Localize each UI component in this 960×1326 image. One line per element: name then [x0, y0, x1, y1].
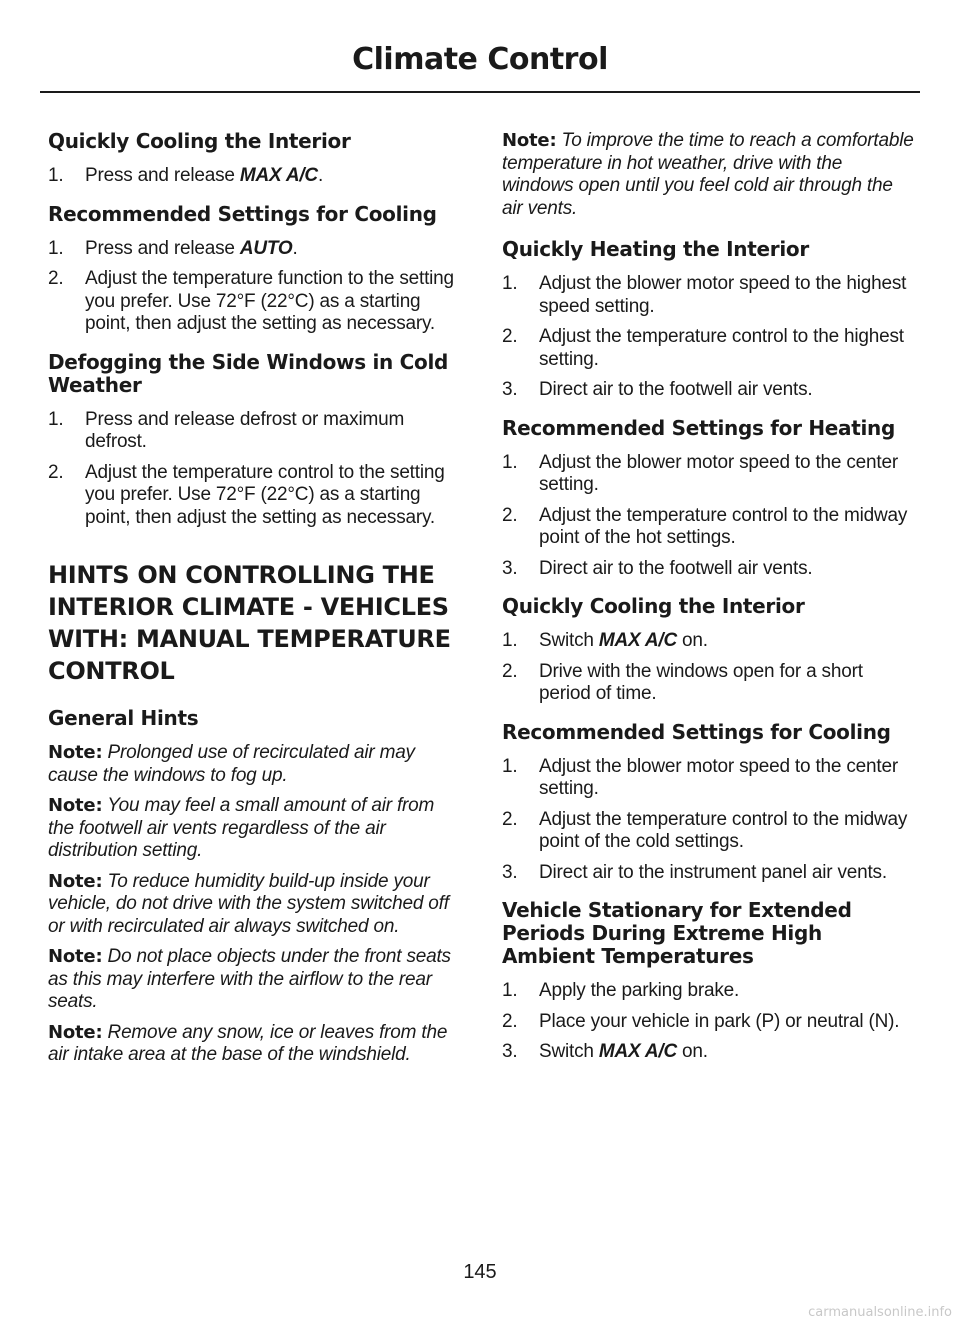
note-text: Prolonged use of recirculated air may cause the windows to fog up. — [48, 742, 415, 786]
note-text: To improve the time to reach a comfortable temperature in hot weather, drive with the windows open until you feel cold air through the air vents. — [502, 130, 914, 219]
list-item — [48, 462, 463, 530]
step-text: Direct air to the footwell air vents. — [539, 379, 813, 400]
step-number: 1. — [502, 630, 518, 651]
watermark: carmanualsonline.info — [808, 1305, 952, 1320]
list-item — [502, 661, 917, 706]
step-number: 1. — [48, 237, 64, 259]
steps-list — [48, 165, 463, 188]
step-number: 1. — [502, 451, 518, 473]
step-number: 3. — [502, 1041, 518, 1062]
list-item — [502, 452, 917, 497]
list-item — [502, 1041, 917, 1064]
step-text: Adjust the temperature control to the midway point of the cold settings. — [539, 808, 908, 852]
list-item — [48, 409, 463, 454]
steps-list — [502, 980, 917, 1064]
section-heading: Recommended Settings for Heating — [502, 415, 896, 440]
button-keyword: MAX A/C — [598, 1041, 677, 1062]
list-item — [502, 326, 917, 371]
step-number: 1. — [48, 408, 64, 430]
note-label: Note: — [48, 1021, 103, 1043]
section-heading: Quickly Heating the Interior — [502, 237, 809, 261]
list-item — [502, 980, 917, 1003]
step-number: 1. — [502, 980, 518, 1001]
step-text: Direct air to the footwell air vents. — [539, 557, 813, 579]
list-item — [502, 505, 917, 550]
step-number: 1. — [48, 165, 64, 186]
step-number: 3. — [502, 379, 518, 400]
section-heading: General Hints — [48, 706, 199, 730]
step-text: Drive with the windows open for a short period of time. — [539, 660, 863, 704]
step-number: 2. — [48, 461, 64, 483]
step-text: Adjust the temperature control to the setting you prefer. Use 72°F (22°C) as a starting point, then adjust the setting as necessary. — [85, 461, 445, 528]
page-header-title: Climate Control — [352, 42, 608, 77]
step-tail: . — [292, 237, 298, 259]
left-column — [48, 130, 463, 1075]
step-text: Press and release — [85, 237, 240, 259]
note — [48, 1022, 463, 1067]
step-text: Adjust the blower motor speed to the center setting. — [539, 451, 898, 495]
section-heading: Recommended Settings for Cooling — [502, 719, 891, 744]
step-number: 2. — [502, 1010, 518, 1032]
list-item — [502, 630, 917, 653]
note-text: Remove any snow, ice or leaves from the air intake area at the base of the windshield. — [48, 1021, 448, 1065]
step-number: 2. — [502, 808, 518, 830]
steps-list — [48, 238, 463, 336]
step-text: Adjust the blower motor speed to the center setting. — [539, 755, 898, 799]
note-text: You may feel a small amount of air from the footwell air vents regardless of the air distribution setting. — [48, 795, 435, 861]
note — [48, 795, 463, 863]
note-label: Note: — [48, 870, 103, 892]
list-item — [502, 809, 917, 854]
section-heading: Quickly Cooling the Interior — [48, 129, 351, 153]
step-number: 1. — [502, 755, 518, 777]
note — [48, 742, 463, 787]
step-text: Direct air to the instrument panel air vents. — [539, 861, 887, 883]
section-heading: Defogging the Side Windows in Cold Weather — [48, 349, 449, 397]
step-text: Switch — [539, 630, 599, 651]
chapter-section-title: HINTS ON CONTROLLING THE INTERIOR CLIMATE - VEHICLES WITH: MANUAL TEMPERATURE CONTROL — [48, 561, 451, 685]
list-item — [502, 862, 917, 885]
note-label: Note: — [502, 130, 557, 151]
steps-list — [502, 756, 917, 885]
step-number: 2. — [502, 660, 518, 682]
list-item — [502, 558, 917, 581]
step-text: Place your vehicle in park (P) or neutral (N). — [539, 1010, 900, 1032]
step-text: Press and release — [85, 165, 240, 186]
step-tail: . — [317, 165, 324, 186]
step-tail: on. — [676, 1041, 708, 1062]
list-item — [502, 379, 917, 402]
note — [48, 946, 463, 1014]
section-heading: Recommended Settings for Cooling — [48, 201, 437, 226]
step-tail: on. — [676, 630, 708, 651]
steps-list — [502, 630, 917, 706]
steps-list — [502, 273, 917, 402]
list-item — [502, 273, 917, 318]
step-text: Apply the parking brake. — [539, 980, 740, 1001]
step-number: 2. — [502, 326, 518, 347]
step-text: Adjust the temperature function to the setting you prefer. Use 72°F (22°C) as a starting point, then adjust the setting as necessary. — [85, 268, 454, 334]
step-text: Adjust the temperature control to the midway point of the hot settings. — [539, 504, 908, 548]
right-column — [502, 130, 917, 1079]
step-text: Press and release defrost or maximum defrost. — [85, 408, 405, 452]
note-text: Do not place objects under the front seats as this may interfere with the airflow to the rear seats. — [48, 946, 451, 1012]
list-item — [502, 756, 917, 801]
note-label: Note: — [48, 742, 103, 763]
list-item — [502, 1011, 917, 1034]
list-item — [48, 238, 463, 261]
steps-list — [502, 452, 917, 581]
step-number: 2. — [502, 504, 518, 526]
note-text: To reduce humidity build-up inside your vehicle, do not drive with the system switched off or with recirculated air always switched on. — [48, 870, 449, 937]
note-label: Note: — [48, 795, 103, 816]
note — [502, 130, 917, 220]
list-item — [48, 268, 463, 336]
section-heading: Quickly Cooling the Interior — [502, 594, 805, 618]
step-number: 1. — [502, 273, 518, 294]
button-keyword: MAX A/C — [598, 630, 677, 651]
header-rule — [40, 91, 920, 93]
step-number: 2. — [48, 268, 64, 289]
section-heading: Vehicle Stationary for Extended Periods During Extreme High Ambient Temperatures — [502, 898, 852, 968]
step-text: Switch — [539, 1041, 599, 1062]
page-number: 145 — [463, 1261, 497, 1283]
note-label: Note: — [48, 946, 103, 967]
button-keyword: MAX A/C — [239, 165, 318, 186]
step-text: Adjust the blower motor speed to the highest speed setting. — [539, 273, 907, 317]
note — [48, 871, 463, 939]
list-item — [48, 165, 463, 188]
step-text: Adjust the temperature control to the highest setting. — [539, 326, 904, 370]
step-number: 3. — [502, 557, 518, 579]
step-number: 3. — [502, 861, 518, 883]
button-keyword: AUTO — [239, 237, 293, 259]
steps-list — [48, 409, 463, 530]
